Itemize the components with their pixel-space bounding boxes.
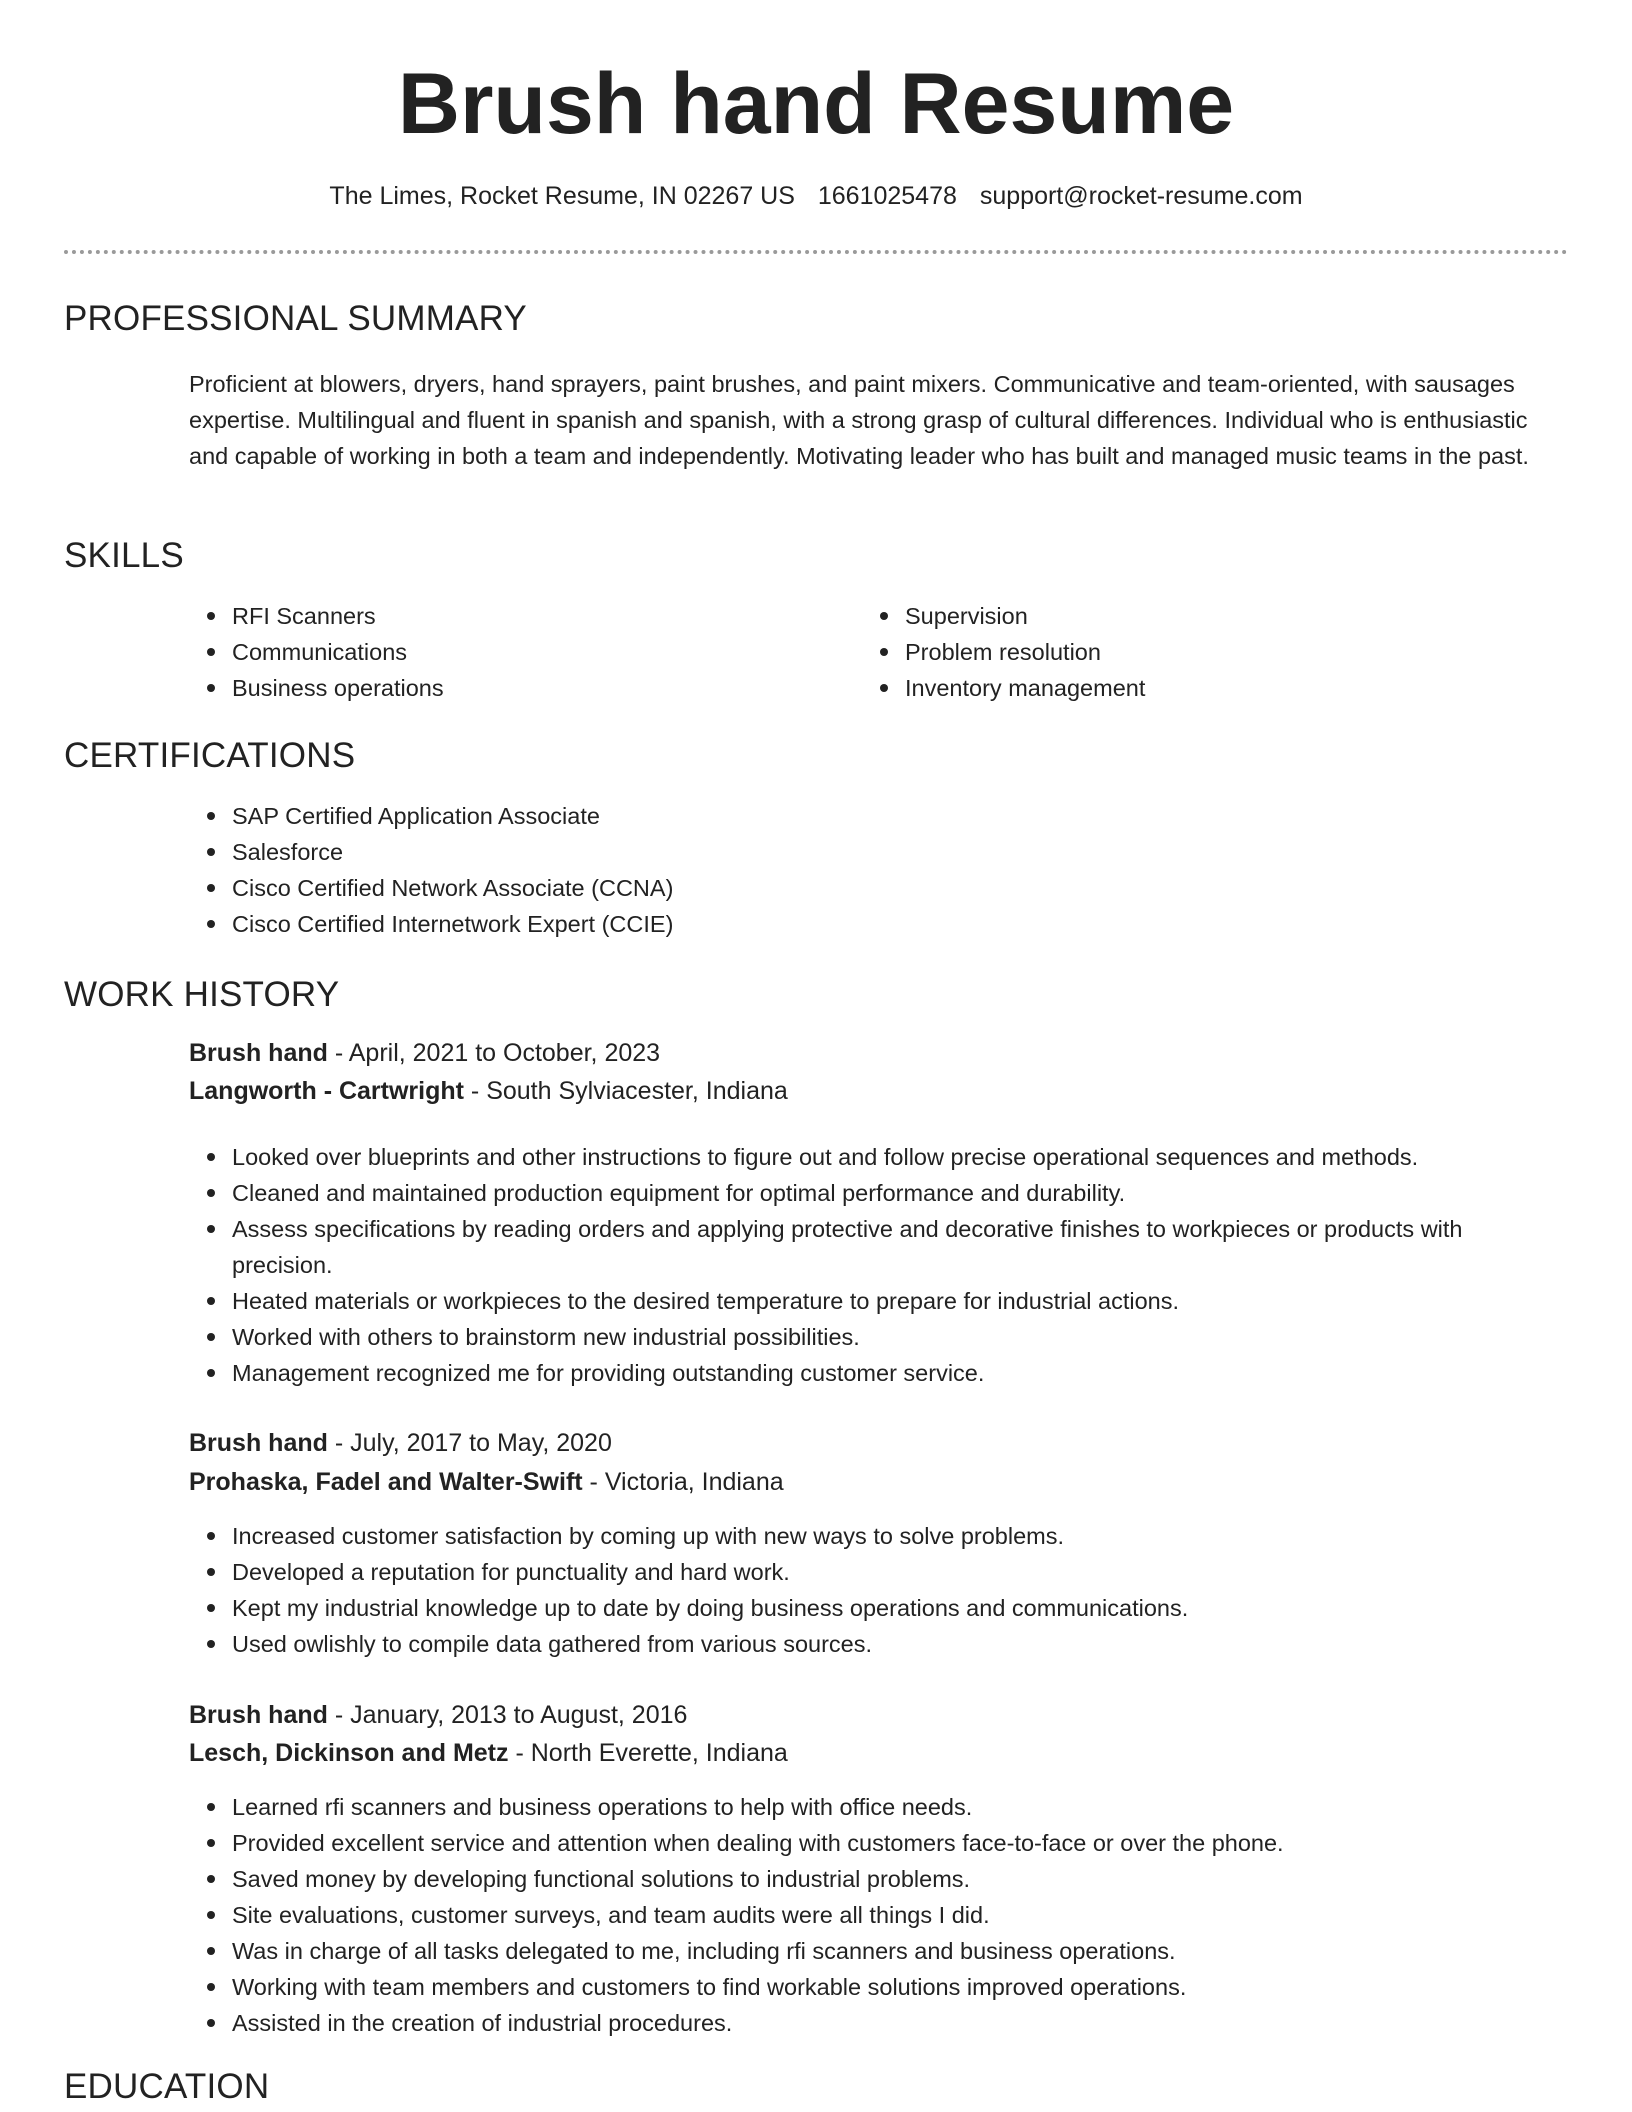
job-bullet: Assess specifications by reading orders and applying protective and decorative finishes to workpieces or products with precision. [189, 1211, 1569, 1283]
job-company: Langworth - Cartwright [189, 1077, 464, 1105]
job-dates: - January, 2013 to August, 2016 [327, 1701, 688, 1729]
skill-item: Problem resolution [862, 634, 1562, 670]
job-company-line [189, 1072, 788, 1110]
job-bullet: Saved money by developing functional solutions to industrial problems. [189, 1861, 1569, 1897]
job-role: Brush hand [189, 1039, 328, 1067]
job-bullets [189, 1139, 1569, 1391]
resume-title: Brush hand Resume [397, 56, 1235, 152]
job-bullet: Working with team members and customers to find workable solutions improved operations. [189, 1969, 1569, 2005]
job-dates: - April, 2021 to October, 2023 [327, 1039, 661, 1067]
job-bullets [189, 1789, 1569, 2041]
skill-item: Inventory management [862, 670, 1562, 706]
certifications-list [189, 798, 1569, 942]
job-location: - North Everette, Indiana [508, 1739, 788, 1767]
skills-list-left [189, 598, 789, 706]
skills-list-right [862, 598, 1562, 706]
job-bullet: Cleaned and maintained production equipment for optimal performance and durability. [189, 1175, 1569, 1211]
skill-item: Supervision [862, 598, 1562, 634]
job-bullet: Heated materials or workpieces to the desired temperature to prepare for industrial actions. [189, 1283, 1569, 1319]
job-bullet: Used owlishly to compile data gathered from various sources. [189, 1626, 1569, 1662]
job-bullet: Was in charge of all tasks delegated to me, including rfi scanners and business operations. [189, 1933, 1569, 1969]
certification-item: Salesforce [189, 834, 1569, 870]
contact-phone: 1661025478 [817, 182, 957, 210]
job-bullet: Worked with others to brainstorm new industrial possibilities. [189, 1319, 1569, 1355]
certification-item: Cisco Certified Internetwork Expert (CCIE) [189, 906, 1569, 942]
job-bullet: Learned rfi scanners and business operations to help with office needs. [189, 1789, 1569, 1825]
job-title-line [189, 1696, 687, 1734]
work-history-heading: WORK HISTORY [64, 975, 340, 1014]
job-role: Brush hand [189, 1429, 328, 1457]
skill-item: Business operations [189, 670, 789, 706]
job-bullet: Management recognized me for providing outstanding customer service. [189, 1355, 1569, 1391]
job-bullet: Looked over blueprints and other instructions to figure out and follow precise operational sequences and methods. [189, 1139, 1569, 1175]
header-divider [64, 250, 1568, 254]
summary-text: Proficient at blowers, dryers, hand sprayers, paint brushes, and paint mixers. Communicative and team-oriented, with sausages expertise. Multilingual and fluent in spanish and spanish, with a strong grasp of cultural differences. Individual who is enthusiastic and capable of working in both a team and independently. Motivating leader who has built and managed music teams in the past. [189, 371, 1529, 469]
education-heading: EDUCATION [64, 2067, 270, 2106]
skills-heading: SKILLS [64, 536, 184, 575]
skill-item: Communications [189, 634, 789, 670]
job-bullet: Kept my industrial knowledge up to date by doing business operations and communications. [189, 1590, 1569, 1626]
job-bullet: Increased customer satisfaction by coming up with new ways to solve problems. [189, 1518, 1569, 1554]
certification-item: SAP Certified Application Associate [189, 798, 1569, 834]
job-title-line [189, 1424, 612, 1462]
job-role: Brush hand [189, 1701, 328, 1729]
job-bullet: Site evaluations, customer surveys, and team audits were all things I did. [189, 1897, 1569, 1933]
job-location: - South Sylviacester, Indiana [463, 1077, 788, 1105]
contact-email: support@rocket-resume.com [979, 182, 1303, 210]
job-company: Prohaska, Fadel and Walter-Swift [189, 1468, 583, 1496]
job-company-line [189, 1734, 788, 1772]
job-location: - Victoria, Indiana [582, 1468, 784, 1496]
summary-heading: PROFESSIONAL SUMMARY [64, 299, 527, 338]
certifications-heading: CERTIFICATIONS [64, 736, 356, 775]
job-bullets [189, 1518, 1569, 1662]
skill-item: RFI Scanners [189, 598, 789, 634]
job-company: Lesch, Dickinson and Metz [189, 1739, 509, 1767]
certification-item: Cisco Certified Network Associate (CCNA) [189, 870, 1569, 906]
job-company-line [189, 1463, 784, 1501]
job-dates: - July, 2017 to May, 2020 [327, 1429, 612, 1457]
job-title-line [189, 1034, 660, 1072]
job-bullet: Assisted in the creation of industrial procedures. [189, 2005, 1569, 2041]
contact-line [0, 178, 1632, 214]
contact-address: The Limes, Rocket Resume, IN 02267 US [329, 182, 795, 210]
job-bullet: Provided excellent service and attention when dealing with customers face-to-face or over the phone. [189, 1825, 1569, 1861]
job-bullet: Developed a reputation for punctuality and hard work. [189, 1554, 1569, 1590]
